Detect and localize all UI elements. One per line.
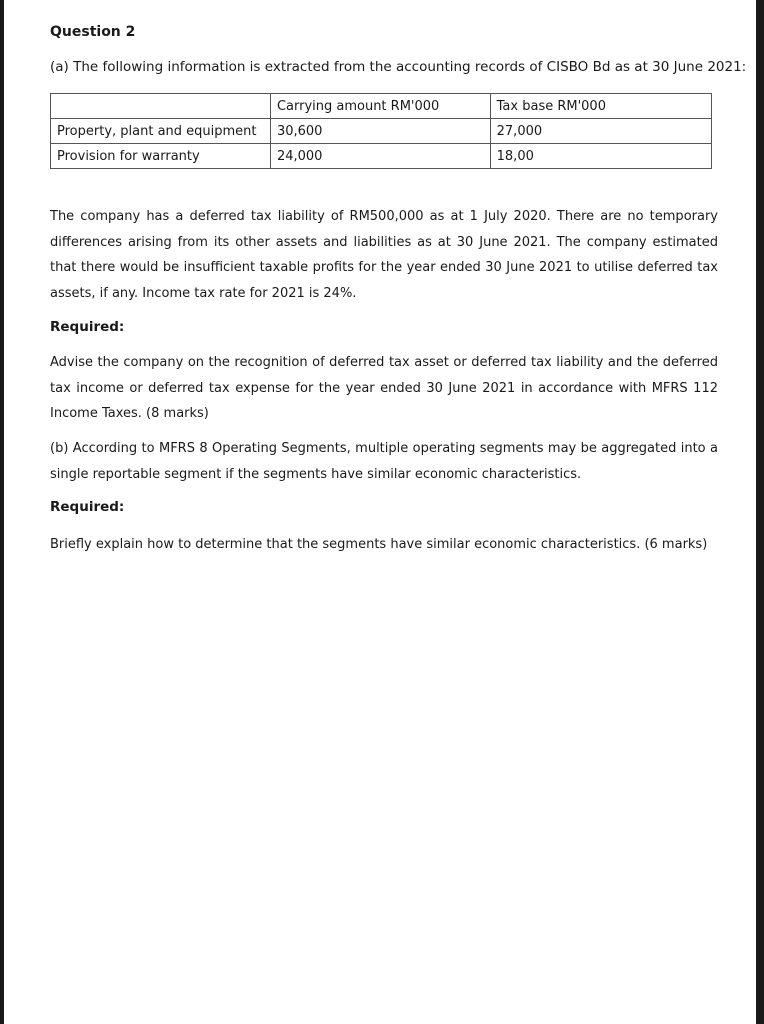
table-row bbox=[51, 144, 712, 169]
table-cell: Property, plant and equipment bbox=[51, 119, 271, 144]
document-page bbox=[4, 0, 756, 1024]
table-cell: 24,000 bbox=[270, 144, 490, 169]
paragraph-part-b-intro: (b) According to MFRS 8 Operating Segments, multiple operating segments may be aggregated into a single reportable segment if the segments have similar economic characteristics. bbox=[50, 441, 718, 482]
required-heading: Required: bbox=[50, 319, 125, 335]
table-cell: Provision for warranty bbox=[51, 144, 271, 169]
table-cell: 30,600 bbox=[270, 119, 490, 144]
table-header-cell bbox=[51, 94, 271, 119]
paragraph-part-b-task: Briefly explain how to determine that the segments have similar economic characteristics. (6 marks) bbox=[50, 537, 708, 552]
table-cell: 27,000 bbox=[490, 119, 711, 144]
required-heading: Required: bbox=[50, 499, 125, 515]
part-a-intro: (a) The following information is extracted from the accounting records of CISBO Bd as at 30 June 2021: bbox=[50, 59, 747, 75]
question-title: Question 2 bbox=[50, 24, 136, 40]
table-row bbox=[51, 119, 712, 144]
table-header-cell: Carrying amount RM'000 bbox=[270, 94, 490, 119]
table-header-row bbox=[51, 94, 712, 119]
data-table bbox=[50, 93, 712, 169]
paragraph-part-a-task: Advise the company on the recognition of deferred tax asset or deferred tax liability and the deferred tax income or deferred tax expense for the year ended 30 June 2021 in accordance with MFRS 112 Income Taxes. (8 marks) bbox=[50, 355, 718, 421]
table-cell: 18,00 bbox=[490, 144, 711, 169]
paragraph-deferred-tax-info: The company has a deferred tax liability of RM500,000 as at 1 July 2020. There are no temporary differences arising from its other assets and liabilities as at 30 June 2021. The company estimated that there would be insufficient taxable profits for the year ended 30 June 2021 to utilise deferred tax assets, if any. Income tax rate for 2021 is 24%. bbox=[50, 209, 718, 301]
table-header-cell: Tax base RM'000 bbox=[490, 94, 711, 119]
